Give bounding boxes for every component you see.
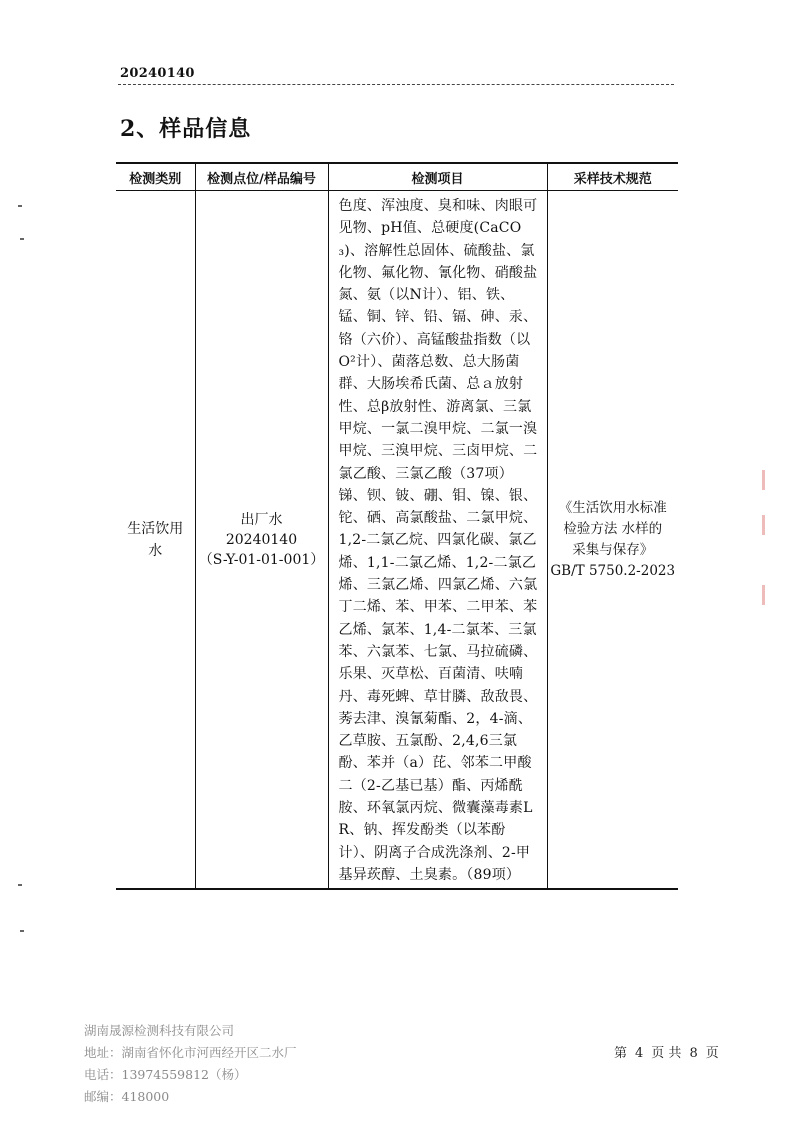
header-divider [118, 84, 674, 85]
page-current: 4 [635, 1046, 644, 1061]
sample-info-table [116, 162, 678, 890]
column-header-items: 检测项目 [328, 163, 547, 191]
spec-line-1: 《生活饮用水标准 [558, 499, 667, 516]
page-middle: 页 共 [651, 1046, 682, 1061]
sample-name: 出厂水 [240, 511, 283, 528]
scan-speck [18, 205, 22, 207]
company-footer [84, 1020, 297, 1108]
sample-id: （S-Y-01-01-001） [198, 551, 325, 568]
seal-fragment [762, 515, 794, 535]
category-cell: 生活饮用水 [116, 191, 195, 890]
document-number: 20240140 [120, 66, 195, 81]
section-title: 2、样品信息 [120, 116, 252, 142]
page-total: 8 [689, 1046, 698, 1061]
sample-cell [195, 191, 328, 890]
spec-line-2: 检验方法 水样的 [563, 520, 663, 537]
page-suffix: 页 [705, 1046, 719, 1061]
company-name: 湖南晟源检测科技有限公司 [84, 1023, 235, 1038]
column-header-spec: 采样技术规范 [547, 163, 678, 191]
scan-speck [20, 238, 24, 240]
company-address: 地址：湖南省怀化市河西经开区二水厂 [84, 1045, 297, 1060]
scan-speck [20, 930, 24, 932]
seal-fragment [762, 585, 794, 605]
page-prefix: 第 [614, 1046, 628, 1061]
scan-speck [18, 884, 22, 886]
test-items-cell: 色度、浑浊度、臭和味、肉眼可见物、pH值、总硬度(CaCO₃)、溶解性总固体、硫酸盐、氯化物、氟化物、氰化物、硝酸盐氮、氨（以N计）、铝、铁、锰、铜、锌、铅、镉、砷、汞、铬（六价）、高锰酸盐指数（以O²计）、菌落总数、总大肠菌群、大肠埃希氏菌、总ａ放射性、总β放射性、游离氯、三氯甲烷、一氯二溴甲烷、二氯一溴甲烷、三溴甲烷、三卤甲烷、二氯乙酸、三氯乙酸（37项）锑、钡、铍、硼、钼、镍、银、铊、硒、高氯酸盐、二氯甲烷、1,2-二氯乙烷、四氯化碳、氯乙烯、1,1-二氯乙烯、1,2-二氯乙烯、三氯乙烯、四氯乙烯、六氯丁二烯、苯、甲苯、二甲苯、苯乙烯、氯苯、1,4-二氯苯、三氯苯、六氯苯、七氯、马拉硫磷、乐果、灭草松、百菌清、呋喃丹、毒死蜱、草甘膦、敌敌畏、莠去津、溴氰菊酯、2，4-滴、乙草胺、五氯酚、2,4,6三氯酚、苯并（a）芘、邻苯二甲酸二（2-乙基已基）酯、丙烯酰胺、环氧氯丙烷、微囊藻毒素LR、钠、挥发酚类（以苯酚计）、阴离子合成洗涤剂、2-甲基异莰醇、土臭素。（89项） [328, 191, 547, 890]
column-header-sample: 检测点位/样品编号 [195, 163, 328, 191]
spec-line-3: 采集与保存》 [572, 541, 654, 558]
sampling-spec-cell [547, 191, 678, 890]
spec-line-4: GB/T 5750.2-2023 [550, 562, 676, 579]
page-number [610, 1042, 723, 1061]
sample-code: 20240140 [225, 531, 298, 548]
table-row [116, 191, 678, 890]
column-header-category: 检测类别 [116, 163, 195, 191]
company-phone: 电话：13974559812（杨） [84, 1067, 247, 1082]
company-postcode: 邮编：418000 [84, 1089, 170, 1104]
seal-fragment [762, 470, 794, 490]
table-header-row [116, 163, 678, 191]
